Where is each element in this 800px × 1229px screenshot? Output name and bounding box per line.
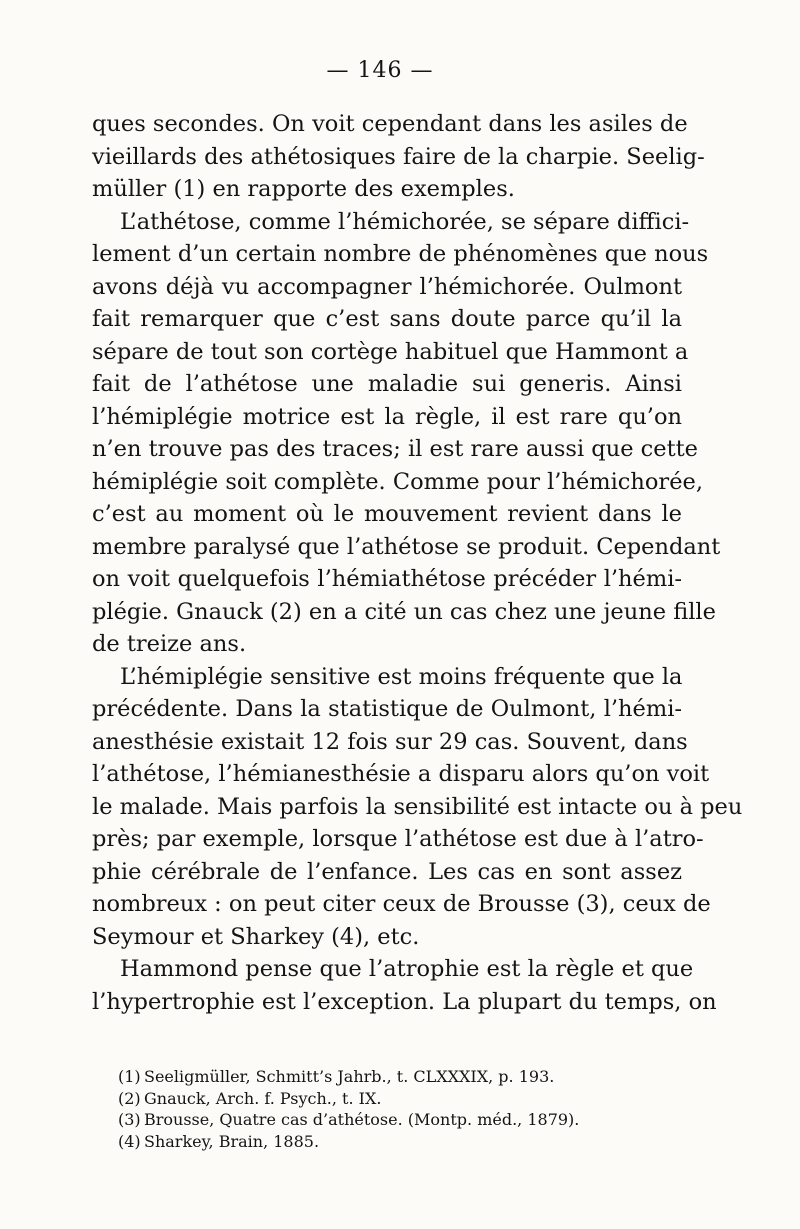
text-line: Seymour et Sharkey (4), etc. <box>92 923 420 950</box>
text-line: le malade. Mais parfois la sensibilité est intacte ou à peu <box>92 793 743 820</box>
footnote-text: Seeligmüller, Schmitt’s Jahrb., t. CLXXXIX, p. 193. <box>144 1067 555 1086</box>
footnotes <box>118 1066 638 1152</box>
text-line: sépare de tout son cortège habituel que Hammont a <box>92 338 689 365</box>
text-line: ques secondes. On voit cependant dans les asiles de <box>92 111 688 137</box>
text-line: avons déjà vu accompagner l’hémichorée. Oulmont <box>92 273 682 300</box>
text-line: hémiplégie soit complète. Comme pour l’hémichorée, <box>92 468 703 495</box>
text-line: de treize ans. <box>92 631 247 657</box>
text-line: nombreux : on peut citer ceux de Brousse (3), ceux de <box>92 891 711 917</box>
text-line: anesthésie existait 12 fois sur 29 cas. Souvent, dans <box>92 728 688 755</box>
footnote <box>118 1109 638 1131</box>
text-line: c’est au moment où le mouvement revient dans le <box>92 501 682 527</box>
text-line: précédente. Dans la statistique de Oulmont, l’hémi- <box>92 696 682 722</box>
text-line: vieillards des athétosiques faire de la charpie. Seelig- <box>92 143 705 170</box>
footnote-marker: (1) <box>118 1067 141 1086</box>
text-line: n’en trouve pas des traces; il est rare aussi que cette <box>92 436 698 462</box>
footnote-marker: (2) <box>118 1088 141 1108</box>
text-line: plégie. Gnauck (2) en a cité un cas chez une jeune fille <box>92 598 716 625</box>
text-line: fait remarquer que c’est sans doute parce qu’il la <box>92 306 682 332</box>
footnote-marker: (4) <box>118 1131 141 1151</box>
footnote-text: Sharkey, Brain, 1885. <box>144 1131 320 1151</box>
text-line: lement d’un certain nombre de phénomènes que nous <box>92 241 709 267</box>
footnote <box>118 1131 638 1153</box>
text-line: l’hypertrophie est l’exception. La plupart du temps, on <box>92 988 717 1015</box>
page-number: — 146 — <box>326 58 434 83</box>
footnote-text: Brousse, Quatre cas d’athétose. (Montp. méd., 1879). <box>144 1110 580 1129</box>
text-line: L’hémiplégie sensitive est moins fréquente que la <box>120 663 683 690</box>
text-line: L’athétose, comme l’hémichorée, se sépare diffici- <box>120 208 690 235</box>
text-line: Hammond pense que l’atrophie est la règle et que <box>120 956 694 982</box>
footnote-marker: (3) <box>118 1110 141 1129</box>
footnote-text: Gnauck, Arch. f. Psych., t. IX. <box>144 1088 382 1108</box>
footnote <box>118 1088 638 1110</box>
text-line: phie cérébrale de l’enfance. Les cas en sont assez <box>92 858 682 885</box>
body-text <box>92 108 743 1018</box>
text-line: près; par exemple, lorsque l’athétose est due à l’atro- <box>92 826 704 852</box>
footnote <box>118 1066 638 1088</box>
text-line: müller (1) en rapporte des exemples. <box>92 176 515 202</box>
text-line: on voit quelquefois l’hémiathétose précéder l’hémi- <box>92 566 682 592</box>
text-line: l’hémiplégie motrice est la règle, il est rare qu’on <box>92 403 682 430</box>
text-line: fait de l’athétose une maladie sui generis. Ainsi <box>92 371 682 397</box>
text-line: membre paralysé que l’athétose se produit. Cependant <box>92 533 721 560</box>
text-line: l’athétose, l’hémianesthésie a disparu alors qu’on voit <box>92 761 710 787</box>
